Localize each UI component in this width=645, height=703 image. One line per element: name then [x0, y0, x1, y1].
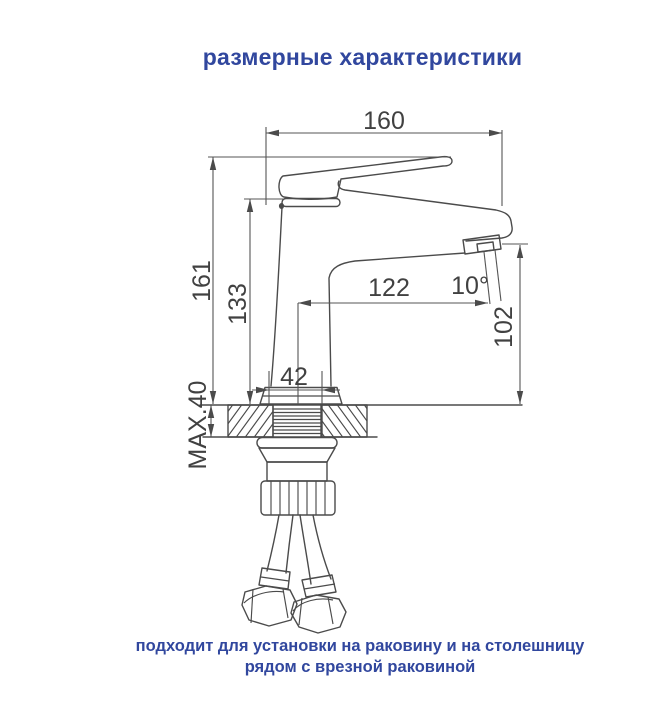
- dim-total-height-label: 161: [188, 260, 216, 302]
- dim-spout-height-label: 102: [490, 306, 518, 348]
- hose-right: [313, 515, 331, 579]
- aerator-inner: [477, 242, 494, 252]
- faucet-pillar-left: [271, 207, 282, 386]
- installation-note-line2: рядом с врезной раковиной: [244, 658, 476, 676]
- threaded-shank: [273, 405, 321, 437]
- hose-assembly: [242, 438, 346, 634]
- hose-left: [267, 515, 279, 571]
- hose-right-nut: [291, 595, 346, 633]
- dim-max-thickness-label: MAX.40: [184, 380, 212, 470]
- dim-top-width-label: 160: [363, 107, 405, 135]
- dim-body-height-label: 133: [224, 283, 252, 325]
- installation-note-line1: подходит для установки на раковину и на столешницу: [135, 637, 585, 655]
- installation-note: [75, 636, 645, 678]
- dimension-annotations: [184, 107, 528, 469]
- faucet-underside: [329, 253, 465, 386]
- countertop-section: [200, 399, 522, 443]
- mounting-cone: [259, 448, 335, 462]
- dim-spray-angle-label: 10°: [451, 272, 489, 300]
- dim-base-width-label: 42: [280, 363, 308, 391]
- mounting-neck: [267, 462, 327, 481]
- lock-washer: [257, 438, 337, 449]
- dim-spout-reach-label: 122: [368, 274, 410, 302]
- page-title: размерные характеристики: [202, 44, 523, 70]
- faucet-body-top: [338, 181, 512, 241]
- countertop-hatch-right: [322, 405, 367, 437]
